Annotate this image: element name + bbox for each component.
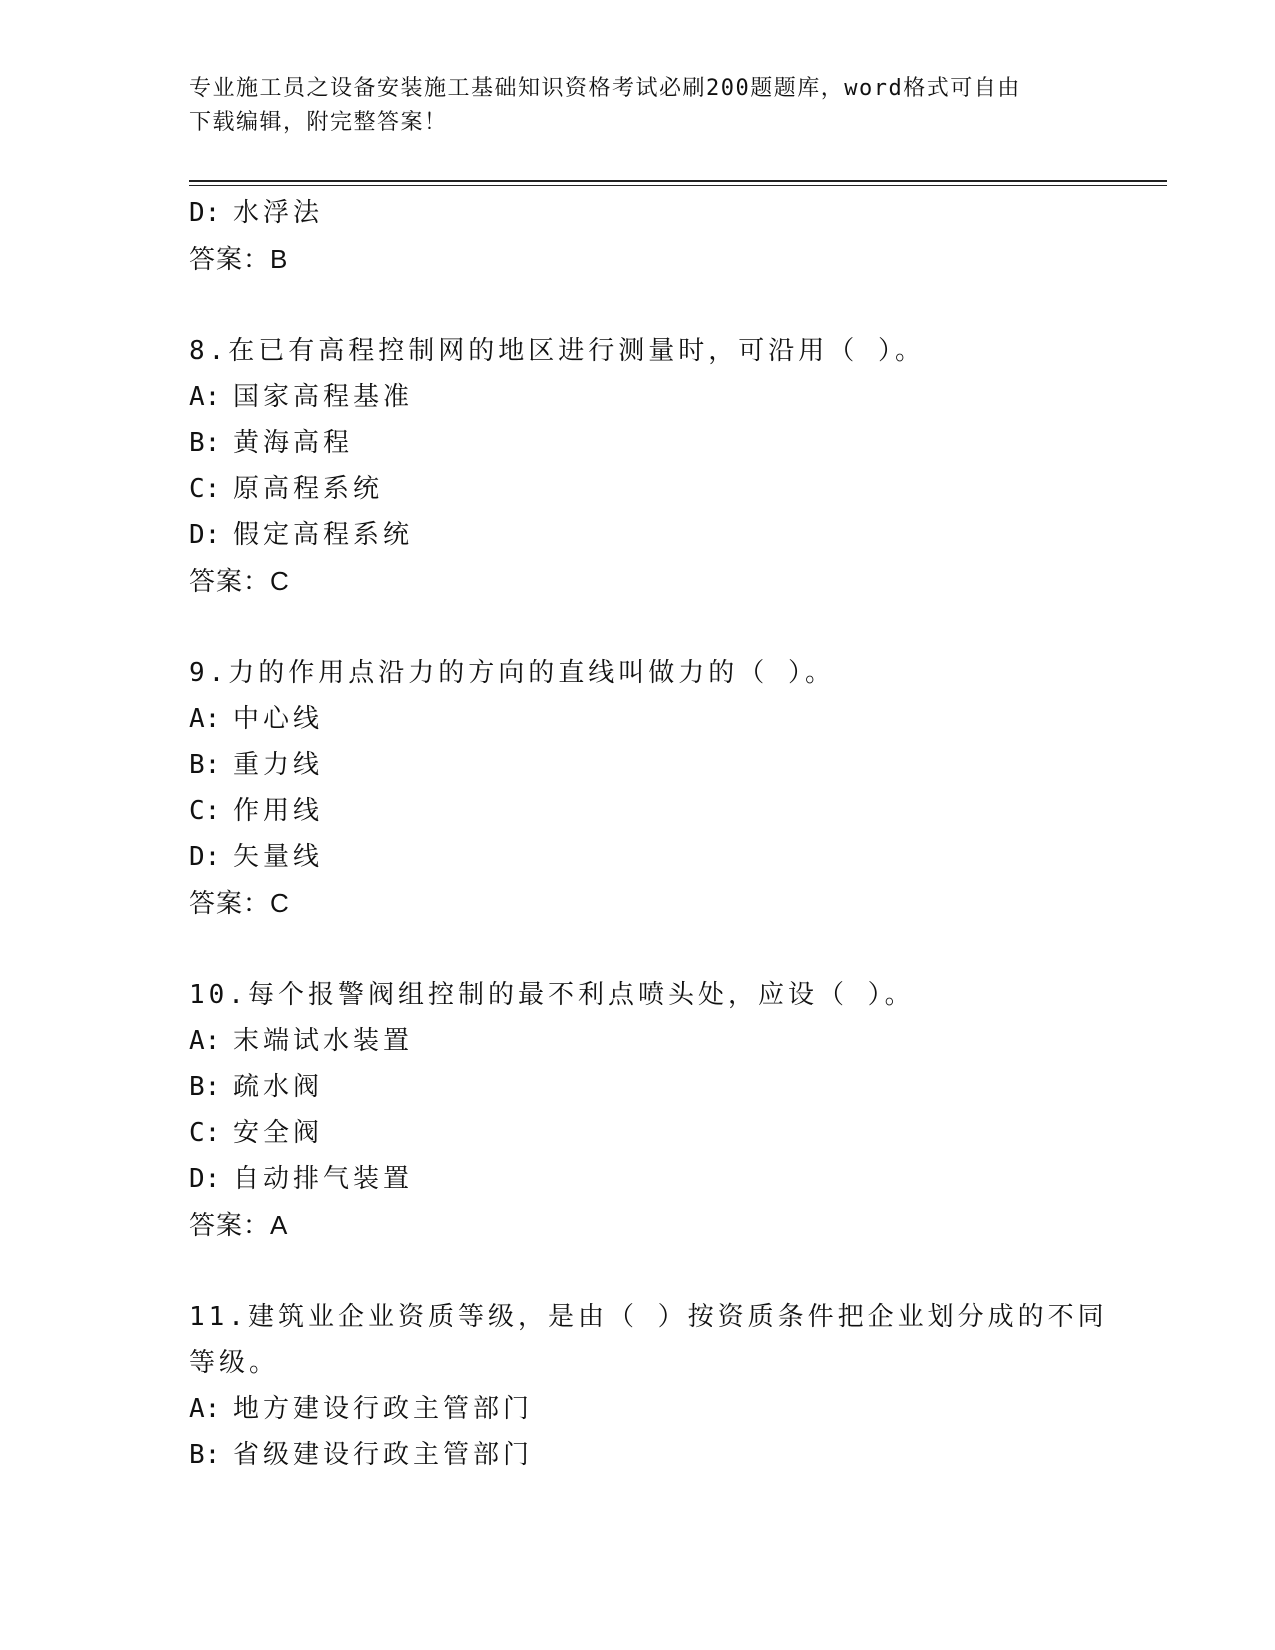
- option-d: [189, 512, 1169, 558]
- option-letter: B:: [189, 1072, 221, 1102]
- answer-line: 答案：A: [189, 1210, 289, 1240]
- option-letter: C:: [189, 1118, 221, 1148]
- option-b: [189, 742, 1169, 788]
- option-text: 黄海高程: [233, 428, 354, 458]
- option-letter: B:: [189, 1440, 221, 1470]
- option-text: 国家高程基准: [233, 382, 414, 412]
- option-letter: C:: [189, 474, 221, 504]
- option-d: [189, 1156, 1169, 1202]
- option-a: [189, 374, 1169, 420]
- answer-line: 答案：C: [189, 888, 290, 918]
- question-stem-line-2: 等级。: [189, 1348, 280, 1378]
- option-text: 矢量线: [233, 842, 324, 872]
- option-letter: A:: [189, 1394, 221, 1424]
- header-divider: [189, 180, 1167, 182]
- answer-line: 答案：B: [189, 244, 289, 274]
- option-a: [189, 696, 1169, 742]
- option-c: [189, 1110, 1169, 1156]
- option-text: 自动排气装置: [233, 1164, 414, 1194]
- option-d: [189, 834, 1169, 880]
- option-text: 地方建设行政主管部门: [233, 1394, 534, 1424]
- option-text: 疏水阀: [233, 1072, 324, 1102]
- option-letter: A:: [189, 704, 221, 734]
- question-stem-line-1: 11.建筑业企业资质等级，是由（ ）按资质条件把企业划分成的不同: [189, 1302, 1108, 1332]
- option-d: [189, 190, 1169, 236]
- option-letter: D:: [189, 198, 221, 228]
- option-b: [189, 1064, 1169, 1110]
- option-letter: D:: [189, 520, 221, 550]
- question-11: [189, 1294, 1169, 1478]
- option-text: 水浮法: [233, 198, 324, 228]
- option-letter: A:: [189, 1026, 221, 1056]
- option-text: 安全阀: [233, 1118, 324, 1148]
- answer-line: 答案：C: [189, 566, 290, 596]
- question-9: [189, 650, 1169, 926]
- header-line-1: 专业施工员之设备安装施工基础知识资格考试必刷200题题库，word格式可自由: [189, 76, 1021, 101]
- option-letter: A:: [189, 382, 221, 412]
- option-text: 假定高程系统: [233, 520, 414, 550]
- option-a: [189, 1386, 1169, 1432]
- question-stem: 9.力的作用点沿力的方向的直线叫做力的（ ）。: [189, 658, 835, 688]
- option-text: 中心线: [233, 704, 324, 734]
- option-text: 作用线: [233, 796, 324, 826]
- question-8: [189, 328, 1169, 604]
- option-letter: B:: [189, 428, 221, 458]
- option-text: 原高程系统: [233, 474, 384, 504]
- option-c: [189, 466, 1169, 512]
- header-divider-thin: [189, 185, 1167, 186]
- option-text: 省级建设行政主管部门: [233, 1440, 534, 1470]
- option-b: [189, 1432, 1169, 1478]
- question-stem: 10.每个报警阀组控制的最不利点喷头处，应设（ ）。: [189, 980, 915, 1010]
- option-letter: D:: [189, 842, 221, 872]
- option-letter: C:: [189, 796, 221, 826]
- option-text: 末端试水装置: [233, 1026, 414, 1056]
- option-c: [189, 788, 1169, 834]
- question-list: [189, 190, 1169, 1478]
- option-letter: B:: [189, 750, 221, 780]
- header-line-2: 下载编辑，附完整答案！: [189, 110, 448, 135]
- question-stem: 8.在已有高程控制网的地区进行测量时，可沿用（ ）。: [189, 336, 925, 366]
- question-10: [189, 972, 1169, 1248]
- option-b: [189, 420, 1169, 466]
- page-header: [189, 72, 1089, 140]
- option-a: [189, 1018, 1169, 1064]
- option-text: 重力线: [233, 750, 324, 780]
- option-letter: D:: [189, 1164, 221, 1194]
